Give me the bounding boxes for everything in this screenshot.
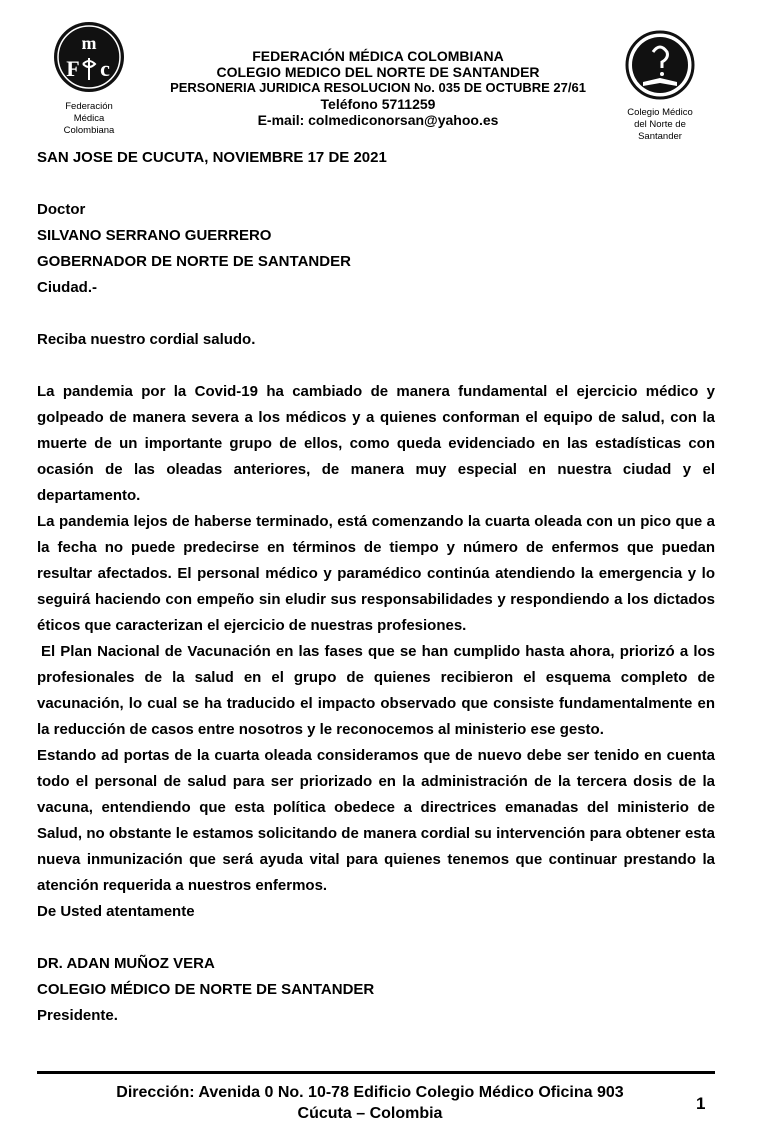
legal-registration: PERSONERIA JURIDICA RESOLUCION No. 035 DE OCTUBRE 27/61 <box>170 80 586 95</box>
date-line: SAN JOSE DE CUCUTA, NOVIEMBRE 17 DE 2021 <box>37 149 387 166</box>
federation-logo-caption <box>48 101 130 137</box>
phone-number: Teléfono 5711259 <box>320 96 436 112</box>
logo-caption-line: del Norte de Santander <box>634 119 686 142</box>
body-paragraph: La pandemia por la Covid-19 ha cambiado de manera fundamental el ejercicio médico y golpeado de manera severa a los médicos y a quienes conforman el equipo de salud, con la muerte de un importante grupo de ellos, como queda evidenciado en las estadísticas con ocasión de las oleadas anteriores, de manera muy especial en nuestra ciudad y el departamento. <box>37 383 715 504</box>
closing: De Usted atentamente <box>37 903 195 920</box>
footer <box>60 1082 680 1124</box>
signer-role: Presidente. <box>37 1007 118 1024</box>
logo-caption-line: Colegio Médico <box>627 107 693 118</box>
letter-body <box>37 145 715 1029</box>
recipient-title: Doctor <box>37 201 86 218</box>
greeting: Reciba nuestro cordial saludo. <box>37 331 256 348</box>
svg-text:c: c <box>100 56 110 81</box>
page-number: 1 <box>696 1094 706 1113</box>
recipient-city: Ciudad.- <box>37 279 97 296</box>
signer-name: DR. ADAN MUÑOZ VERA <box>37 955 215 972</box>
college-logo-caption <box>612 107 708 143</box>
college-name: COLEGIO MEDICO DEL NORTE DE SANTANDER <box>216 64 540 80</box>
college-logo <box>612 30 708 143</box>
recipient-position: GOBERNADOR DE NORTE DE SANTANDER <box>37 253 351 270</box>
college-emblem-icon <box>625 30 695 100</box>
logo-caption-line: Médica Colombiana <box>63 113 115 136</box>
body-paragraph: La pandemia lejos de haberse terminado, está comenzando la cuarta oleada con un pico que a la fecha no puede predecirse en términos de tiempo y número de enfermos que puedan resultar afectados. El personal médico y paramédico continúa atendiendo la emergencia y lo seguirá haciendo con empeño sin eludir sus responsabilidades y respondiendo a los dictados éticos que caracterizan el ejercicio de nuestras profesiones. <box>37 513 715 634</box>
footer-divider <box>37 1071 715 1074</box>
recipient-name: SILVANO SERRANO GUERRERO <box>37 227 272 244</box>
body-paragraph: El Plan Nacional de Vacunación en las fases que se han cumplido hasta ahora, priorizó a los profesionales de la salud en el grupo de quienes recibieron el esquema completo de vacunación, lo cual se ha traducido el impacto observado que consiste fundamentalmente en la reducción de casos entre nosotros y le reconocemos al ministerio ese gesto. <box>37 643 715 738</box>
letterhead <box>128 48 628 128</box>
logo-caption-line: Federación <box>65 101 113 112</box>
footer-address: Dirección: Avenida 0 No. 10-78 Edificio Colegio Médico Oficina 903 <box>116 1084 624 1101</box>
body-paragraph: Estando ad portas de la cuarta oleada consideramos que de nuevo debe ser tenido en cuenta todo el personal de salud para ser priorizado en la administración de la tercera dosis de la vacuna, entendiendo que esta política obedece a directrices emanadas del ministerio de Salud, no obstante le estamos solicitando de manera cordial su intervención para obtener esta nueva inmunización que será ayuda vital para quienes tenemos que continuar prestando la atención requerida a nuestros enfermos. <box>37 747 715 894</box>
federation-emblem-icon <box>52 20 126 94</box>
signer-organization: COLEGIO MÉDICO DE NORTE DE SANTANDER <box>37 981 375 998</box>
svg-text:m: m <box>81 33 97 53</box>
federation-logo <box>48 20 130 137</box>
svg-text:F: F <box>66 56 80 81</box>
federation-name: FEDERACIÓN MÉDICA COLOMBIANA <box>252 48 504 64</box>
email-address: E-mail: colmediconorsan@yahoo.es <box>257 112 499 128</box>
footer-city: Cúcuta – Colombia <box>297 1105 443 1122</box>
